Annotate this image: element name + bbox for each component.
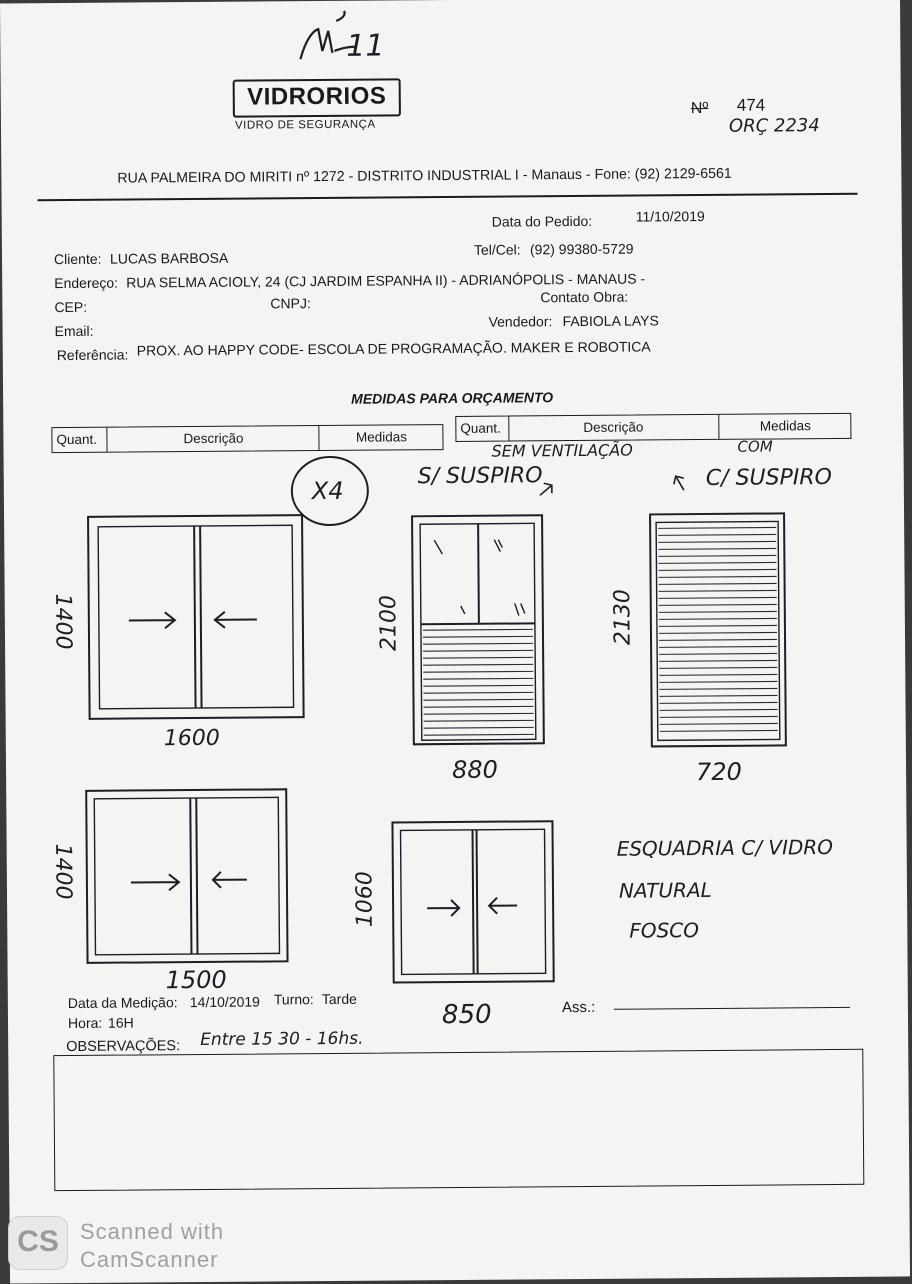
louver-slat xyxy=(423,692,533,693)
client-value: LUCAS BARBOSA xyxy=(109,249,229,267)
camscanner-line-1: Scanned with xyxy=(80,1219,225,1244)
cnpj-label: CNPJ: xyxy=(270,295,311,312)
louver-slat xyxy=(658,562,776,563)
shift-label: Turno: xyxy=(273,991,314,1008)
louver-slat xyxy=(658,534,776,535)
hour-label: Hora: xyxy=(67,1014,103,1032)
louver-slat xyxy=(659,674,777,675)
arrow-left-icon xyxy=(489,898,517,914)
louver-slat xyxy=(423,699,533,700)
address-label: Endereço: xyxy=(54,274,119,292)
shift-value: Tarde xyxy=(321,990,357,1008)
dim-d1-height: 2100 xyxy=(376,594,402,652)
reference-label: Referência: xyxy=(56,346,129,364)
header-medidas: Medidas xyxy=(355,429,408,445)
signature-line xyxy=(614,1007,850,1010)
note-x4: X4 xyxy=(311,476,344,506)
top-handwriting: 11 xyxy=(346,28,385,64)
louver-slat xyxy=(659,688,777,689)
louver-slat xyxy=(658,555,776,556)
doc-number-handwritten: ORÇ 2234 xyxy=(728,115,820,137)
arrow-right-icon xyxy=(131,874,179,890)
doc-number-value: 474 xyxy=(736,95,766,115)
observations-value: Entre 15 30 - 16hs. xyxy=(200,1028,364,1050)
dim-w2-width: 1500 xyxy=(165,965,227,995)
louver-slat xyxy=(658,548,776,549)
note-door1: S/ SUSPIRO xyxy=(417,463,543,490)
louver-slat xyxy=(659,597,777,598)
header-quant: Quant. xyxy=(56,431,98,448)
dim-d2-height: 2130 xyxy=(610,589,636,646)
signature-label: Ass.: xyxy=(561,998,596,1017)
louver-slat xyxy=(424,713,534,714)
header-descricao: Descrição xyxy=(183,430,244,447)
louver-slat xyxy=(658,527,776,528)
doc-number-label: Nº xyxy=(690,99,709,118)
dim-w2-height: 1400 xyxy=(50,843,76,900)
louver-slat xyxy=(659,583,777,584)
louver-slat xyxy=(659,660,777,661)
seller-label: Vendedor: xyxy=(488,313,553,330)
louver-slat xyxy=(659,667,777,668)
louver-slat xyxy=(659,646,777,647)
louver-slat xyxy=(424,720,534,721)
section-title: MEDIDAS PARA ORÇAMENTO xyxy=(351,389,554,407)
louver-slat xyxy=(659,604,777,605)
hour-value: 16H xyxy=(107,1014,134,1031)
dim-w3-height: 1060 xyxy=(352,871,378,928)
observations-box xyxy=(53,1049,864,1191)
header-descricao: Descrição xyxy=(583,419,644,435)
louver-slat xyxy=(423,650,533,651)
louver-slat xyxy=(423,643,533,644)
louver-slat xyxy=(659,653,777,654)
louver-slat xyxy=(659,625,777,626)
dim-w1-width: 1600 xyxy=(163,725,220,752)
company-tagline: VIDRO DE SEGURANÇA xyxy=(234,118,376,132)
louver-slat xyxy=(659,632,777,633)
phone-value: (92) 99380-5729 xyxy=(529,240,634,258)
louver-slat xyxy=(658,569,776,570)
louver-slat xyxy=(660,723,778,724)
louver-slat xyxy=(423,629,533,630)
louver-slat xyxy=(424,727,534,728)
phone-label: Tel/Cel: xyxy=(473,241,521,258)
spec-line-3: FOSCO xyxy=(629,918,700,943)
observations-label: OBSERVAÇÕES: xyxy=(66,1038,181,1056)
louver-slat xyxy=(659,576,777,577)
arrow-left-icon xyxy=(213,872,247,888)
louver-slat xyxy=(659,590,777,591)
window-2-frame xyxy=(86,789,287,963)
seller-value: FABIOLA LAYS xyxy=(562,312,659,330)
reference-value: PROX. AO HAPPY CODE- ESCOLA DE PROGRAMAÇÃO. MAKER E ROBOTICA xyxy=(136,338,651,359)
dim-w3-width: 850 xyxy=(441,999,492,1031)
spec-line-2: NATURAL xyxy=(618,877,712,903)
louver-slat xyxy=(660,702,778,703)
arrow-right-icon xyxy=(129,612,175,628)
note-com: COM xyxy=(737,437,773,456)
dim-d2-width: 720 xyxy=(695,757,742,787)
note-door2: C/ SUSPIRO xyxy=(705,465,833,492)
arrow-right-icon xyxy=(427,900,459,916)
louver-slat xyxy=(659,611,777,612)
dim-d1-width: 880 xyxy=(451,755,498,785)
spec-line-1: ESQUADRIA C/ VIDRO xyxy=(616,835,834,861)
louver-slat xyxy=(423,657,533,658)
measurement-date-value: 14/10/2019 xyxy=(189,993,261,1011)
order-date-label: Data do Pedido: xyxy=(491,212,593,230)
louver-slat xyxy=(659,681,777,682)
company-name: VIDRORIOS xyxy=(247,82,387,111)
contact-label: Contato Obra: xyxy=(540,288,629,306)
order-date-value: 11/10/2019 xyxy=(635,208,705,225)
client-label: Cliente: xyxy=(53,250,102,268)
louver-slat xyxy=(423,685,533,686)
camscanner-logo: CS xyxy=(8,1216,68,1270)
louver-slat xyxy=(424,706,534,707)
dim-w1-height: 1400 xyxy=(50,593,76,650)
louver-slat xyxy=(660,709,778,710)
louver-slat xyxy=(660,730,778,731)
louver-slat xyxy=(659,695,777,696)
header-quant: Quant. xyxy=(460,420,501,436)
louver-slat xyxy=(658,541,776,542)
email-label: Email: xyxy=(54,322,94,340)
louver-slat xyxy=(423,636,533,637)
louver-slat xyxy=(660,716,778,717)
measurement-date-label: Data da Medição: xyxy=(67,994,178,1012)
louver-slat xyxy=(659,639,777,640)
louver-slat xyxy=(423,678,533,679)
note-sem-ventilacao: SEM VENTILAÇÃO xyxy=(491,440,633,461)
louver-slat xyxy=(423,664,533,665)
camscanner-line-2: CamScanner xyxy=(80,1247,219,1272)
louver-slat xyxy=(424,734,534,735)
cep-label: CEP: xyxy=(54,298,88,316)
arrow-left-icon xyxy=(215,612,257,628)
company-address: RUA PALMEIRA DO MIRITI nº 1272 - DISTRITO INDUSTRIAL I - Manaus - Fone: (92) 2129-6561 xyxy=(117,165,732,187)
louver-slat xyxy=(659,618,777,619)
header-medidas: Medidas xyxy=(759,418,811,434)
address-value: RUA SELMA ACIOLY, 24 (CJ JARDIM ESPANHA II) - ADRIANÓPOLIS - MANAUS - xyxy=(126,270,646,291)
louver-slat xyxy=(423,671,533,672)
